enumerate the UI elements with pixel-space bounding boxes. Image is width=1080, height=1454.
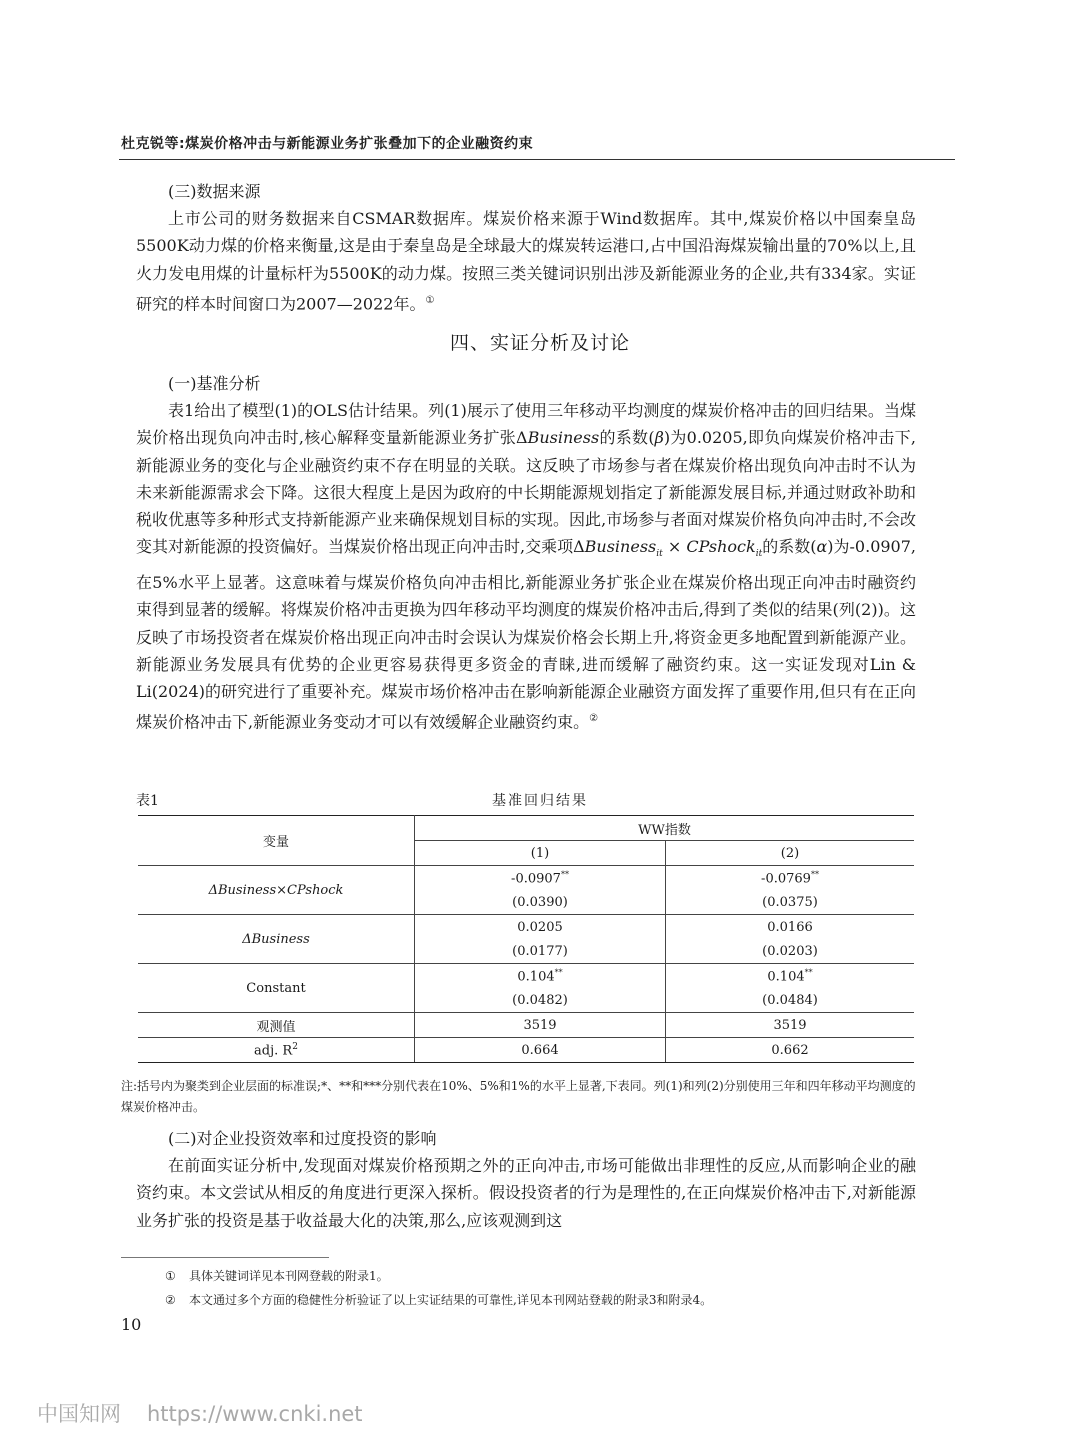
section-baseline-analysis (136, 370, 916, 736)
table-row: ΔBusiness×CPshock -0.0907** -0.0769** (138, 866, 914, 891)
footnote-1: ① 具体关键词详见本刊网登载的附录1。 (165, 1269, 389, 1283)
footnote-rule (121, 1257, 329, 1258)
paragraph-baseline: 表1给出了模型(1)的OLS估计结果。列(1)展示了使用三年移动平均测度的煤炭价格冲击的回归结果。当煤炭价格出现负向冲击时,核心解释变量新能源业务扩张ΔBusiness的系数(β)为0.0205,即负向煤炭价格冲击下,新能源业务的变化与企业融资约束不存在明显的关联。这反映了市场参与者在煤炭价格出现负向冲击时不认为未来新能源需求会下降。这很大程度上是因为政府的中长期能源规划指定了新能源发展目标,并通过财政补助和税收优惠等多种形式支持新能源产业来确保规划目标的实现。因此,市场参与者面对煤炭价格负向冲击时,不会改变其对新能源的投资偏好。当煤炭价格出现正向冲击时,交乘项ΔBusiness$_{it}$ × CPshock$_{it}$的系数(α)为-0.0907,在5%水平上显著。这意味着与煤炭价格负向冲击相比,新能源业务扩张企业在煤炭价格出现正向冲击时融资约束得到显著的缓解。将煤炭价格冲击更换为四年移动平均测度的煤炭价格冲击后,得到了类似的结果(列(2))。这反映了市场投资者在煤炭价格出现正向冲击时会误认为煤炭价格会长期上升,将资金更多地配置到新能源产业。新能源业务发展具有优势的企业更容易获得更多资金的青睐,进而缓解了融资约束。这一实证发现对Lin & Li(2024)的研究进行了重要补充。煤炭市场价格冲击在影响新能源企业融资方面发挥了重要作用,但只有在正向煤炭价格冲击下,新能源业务变动才可以有效缓解企业融资约束。② (136, 401, 917, 732)
table-row-observations: 观测值 3519 3519 (138, 1013, 914, 1038)
header-variable: 变量 (138, 816, 415, 866)
cnki-watermark (37, 1398, 363, 1428)
footnote-ref-1[interactable]: ① (425, 294, 435, 306)
table-row: ΔBusiness 0.0205 0.0166 (138, 915, 914, 940)
watermark-brand: 中国知网 (37, 1402, 121, 1426)
row-label: ΔBusiness (242, 931, 310, 947)
page-number: 10 (121, 1315, 142, 1334)
subsection-heading-data-sources: (三)数据来源 (168, 182, 261, 201)
table-row-se: (0.0390) (0.0375) (138, 890, 914, 915)
table-note: 注:括号内为聚类到企业层面的标准误;*、**和***分别代表在10%、5%和1%的水平上显著,下表同。列(1)和列(2)分别使用三年和四年移动平均测度的煤炭价格冲击。 (121, 1079, 916, 1114)
footnote-2: ② 本文通过多个方面的稳健性分析验证了以上实证结果的可靠性,详见本刊网站登载的附录3和附录4。 (165, 1293, 713, 1307)
running-head: 杜克锐等:煤炭价格冲击与新能源业务扩张叠加下的企业融资约束 (121, 136, 534, 152)
table-row-adj-r2: adj. $R^2$ 0.664 0.662 (138, 1038, 914, 1063)
table-row-se: (0.0177) (0.0203) (138, 939, 914, 964)
footnote-ref-2[interactable]: ② (589, 713, 599, 725)
table-row-se: (0.0482) (0.0484) (138, 988, 914, 1013)
row-label: ΔBusiness×CPshock (208, 882, 344, 898)
section-title: 四、实证分析及讨论 (449, 332, 630, 354)
paragraph-investment: 在前面实证分析中,发现面对煤炭价格预期之外的正向冲击,市场可能做出非理性的反应,从而影响企业的融资约束。本文尝试从相反的角度进行更深入探析。假设投资者的行为是理性的,在正向煤炭价格冲击下,对新能源业务扩张的投资是基于收益最大化的决策,那么,应该观测到这 (136, 1156, 916, 1230)
table-row: Constant 0.104** 0.104** (138, 964, 914, 989)
paragraph-data-sources: 上市公司的财务数据来自CSMAR数据库。煤炭价格来源于Wind数据库。其中,煤炭价格以中国秦皇岛5500K动力煤的价格来衡量,这是由于秦皇岛是全球最大的煤炭转运港口,占中国沿海煤炭输出量的70%以上,且火力发电用煤的计量标杆为5500K的动力煤。按照三类关键词识别出涉及新能源业务的企业,共有334家。实证研究的样本时间窗口为2007—2022年。① (136, 209, 916, 314)
header-rule (119, 159, 955, 160)
header-col-1: (1) (415, 841, 666, 866)
table-label: 表1 (136, 793, 159, 809)
header-col-2: (2) (666, 841, 915, 866)
header-ww-index: WW指数 (415, 816, 915, 841)
subsection-heading-investment: (二)对企业投资效率和过度投资的影响 (168, 1129, 437, 1148)
section-data-sources (136, 178, 916, 318)
section-investment-efficiency (136, 1125, 916, 1234)
subsection-heading-baseline: (一)基准分析 (168, 374, 261, 393)
row-label: Constant (138, 964, 415, 1013)
table-title: 基准回归结果 (492, 793, 588, 809)
regression-table (138, 815, 914, 1063)
watermark-url[interactable]: https://www.cnki.net (147, 1402, 363, 1426)
